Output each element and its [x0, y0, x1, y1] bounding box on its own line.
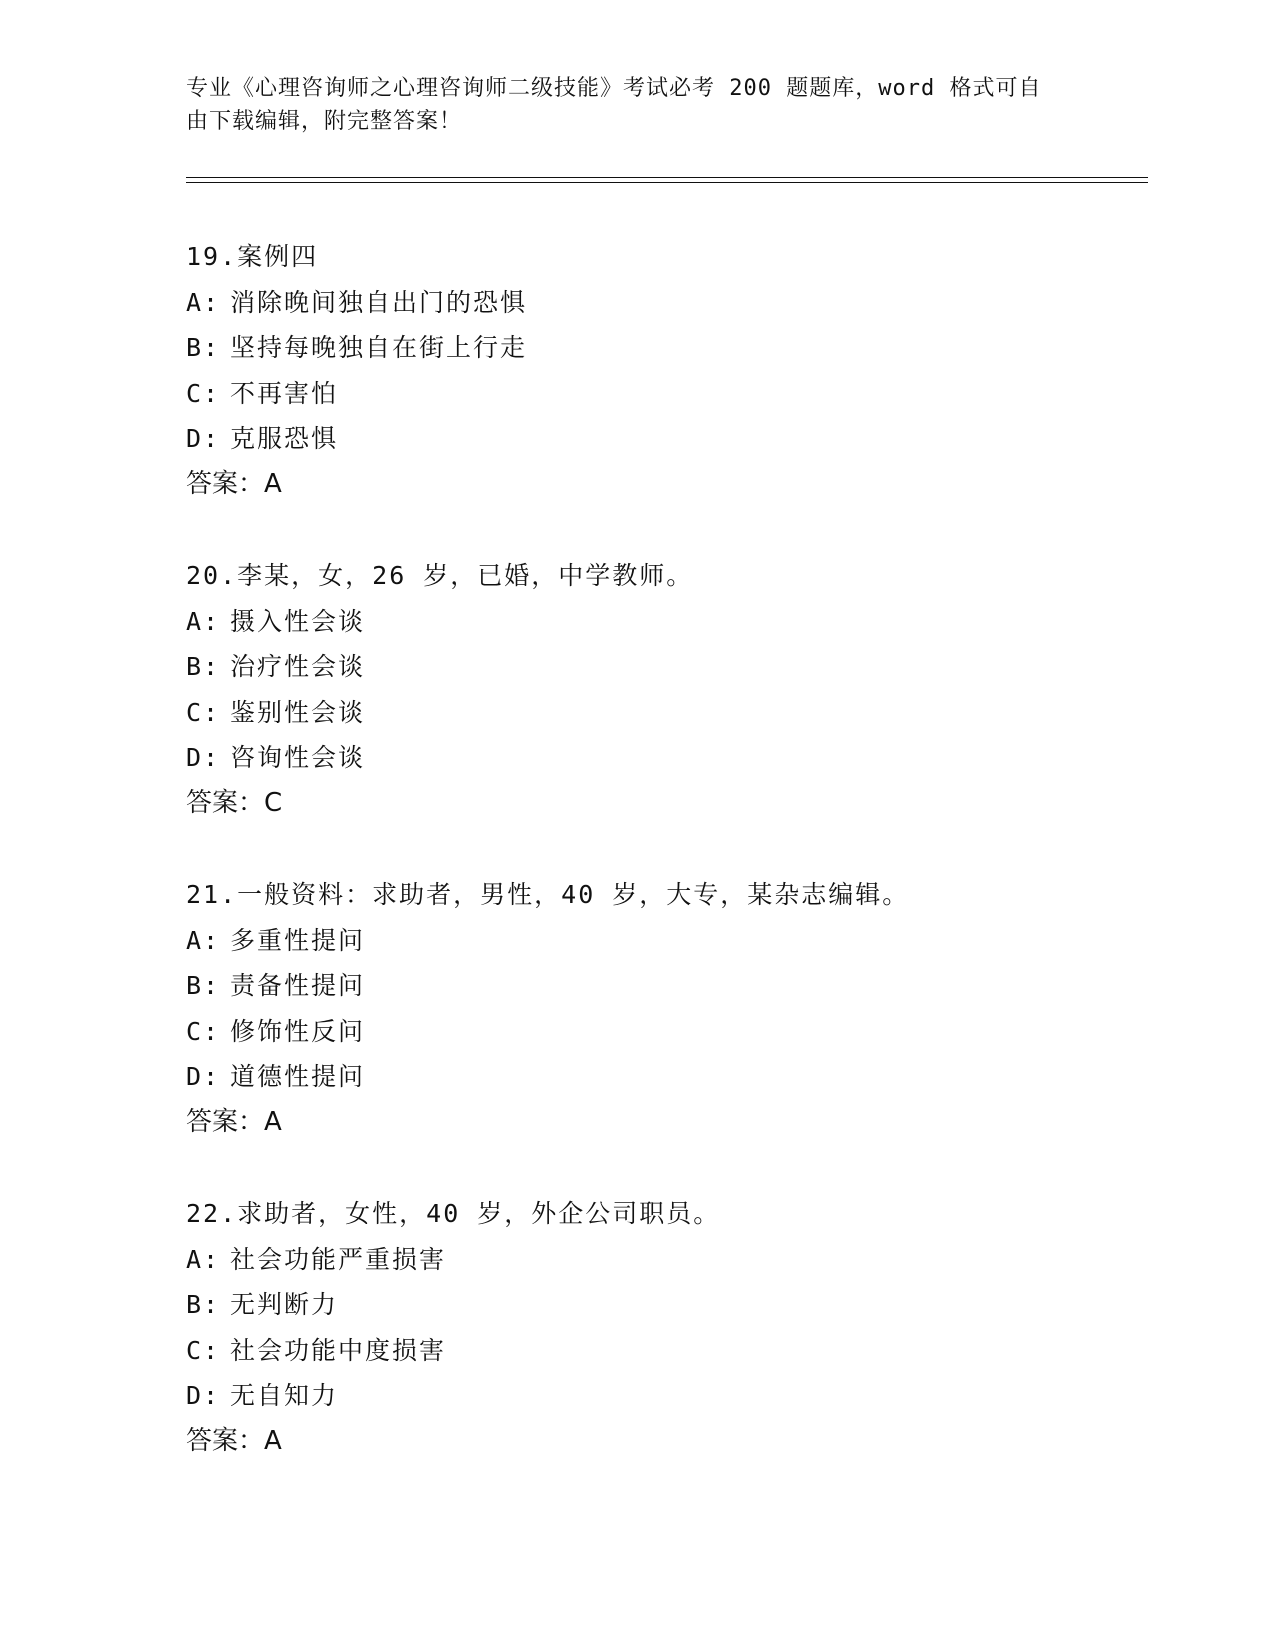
- option-text: 治疗性会谈: [230, 652, 366, 681]
- option-text: 责备性提问: [230, 971, 366, 1000]
- option-text: 克服恐惧: [230, 424, 339, 453]
- option-key: D:: [186, 1062, 221, 1091]
- option-d: [186, 735, 1146, 781]
- question-stem: 20.李某，女，26 岁，已婚，中学教师。: [186, 561, 694, 590]
- answer-line: 答案：A: [186, 1106, 282, 1137]
- question-stem: 22.求助者，女性，40 岁，外企公司职员。: [186, 1199, 721, 1228]
- option-key: B:: [186, 652, 221, 681]
- option-b: [186, 325, 1146, 371]
- option-d: [186, 416, 1146, 462]
- answer-line: 答案：A: [186, 1425, 282, 1456]
- option-text: 无自知力: [230, 1381, 339, 1410]
- question-block: [186, 234, 1146, 507]
- option-key: C:: [186, 378, 221, 408]
- answer-line: 答案：C: [186, 787, 283, 818]
- option-d: [186, 1373, 1146, 1419]
- option-text: 多重性提问: [230, 925, 366, 955]
- question-stem: 19.案例四: [186, 242, 319, 271]
- option-key: B:: [186, 971, 221, 1000]
- option-key: D:: [186, 1381, 221, 1410]
- option-text: 鉴别性会谈: [230, 697, 366, 727]
- option-a: [186, 599, 1146, 645]
- document-header: [186, 72, 1066, 138]
- option-b: [186, 644, 1146, 690]
- question-block: [186, 872, 1146, 1145]
- header-line-1: 专业《心理咨询师之心理咨询师二级技能》考试必考 200 题题库，word 格式可自: [186, 76, 1042, 101]
- option-d: [186, 1054, 1146, 1100]
- option-b: [186, 963, 1146, 1009]
- option-text: 无判断力: [230, 1290, 339, 1319]
- option-text: 道德性提问: [230, 1062, 366, 1091]
- option-a: [186, 1237, 1146, 1283]
- option-key: A:: [186, 1244, 221, 1274]
- option-c: [186, 371, 1146, 417]
- option-c: [186, 690, 1146, 736]
- question-block: [186, 1191, 1146, 1464]
- header-divider-bottom: [186, 182, 1148, 183]
- question-stem: 21.一般资料：求助者，男性，40 岁，大专，某杂志编辑。: [186, 880, 910, 909]
- option-a: [186, 280, 1146, 326]
- option-text: 社会功能中度损害: [230, 1335, 447, 1365]
- option-text: 社会功能严重损害: [230, 1244, 447, 1274]
- option-b: [186, 1282, 1146, 1328]
- option-key: A:: [186, 606, 221, 636]
- option-key: C:: [186, 1335, 221, 1365]
- option-c: [186, 1009, 1146, 1055]
- question-block: [186, 553, 1146, 826]
- option-a: [186, 918, 1146, 964]
- header-line-2: 由下载编辑，附完整答案！: [186, 109, 463, 134]
- option-key: C:: [186, 1016, 221, 1046]
- option-key: C:: [186, 697, 221, 727]
- option-key: B:: [186, 1290, 221, 1319]
- option-key: A:: [186, 925, 221, 955]
- option-text: 咨询性会谈: [230, 743, 366, 772]
- option-text: 坚持每晚独自在街上行走: [230, 333, 528, 362]
- option-c: [186, 1328, 1146, 1374]
- answer-line: 答案：A: [186, 468, 282, 499]
- option-key: A:: [186, 287, 221, 317]
- header-divider-top: [186, 177, 1148, 178]
- option-key: D:: [186, 424, 221, 453]
- option-text: 修饰性反问: [230, 1016, 366, 1046]
- option-key: D:: [186, 743, 221, 772]
- option-text: 消除晚间独自出门的恐惧: [230, 287, 528, 317]
- option-key: B:: [186, 333, 221, 362]
- option-text: 摄入性会谈: [230, 606, 366, 636]
- option-text: 不再害怕: [230, 378, 339, 408]
